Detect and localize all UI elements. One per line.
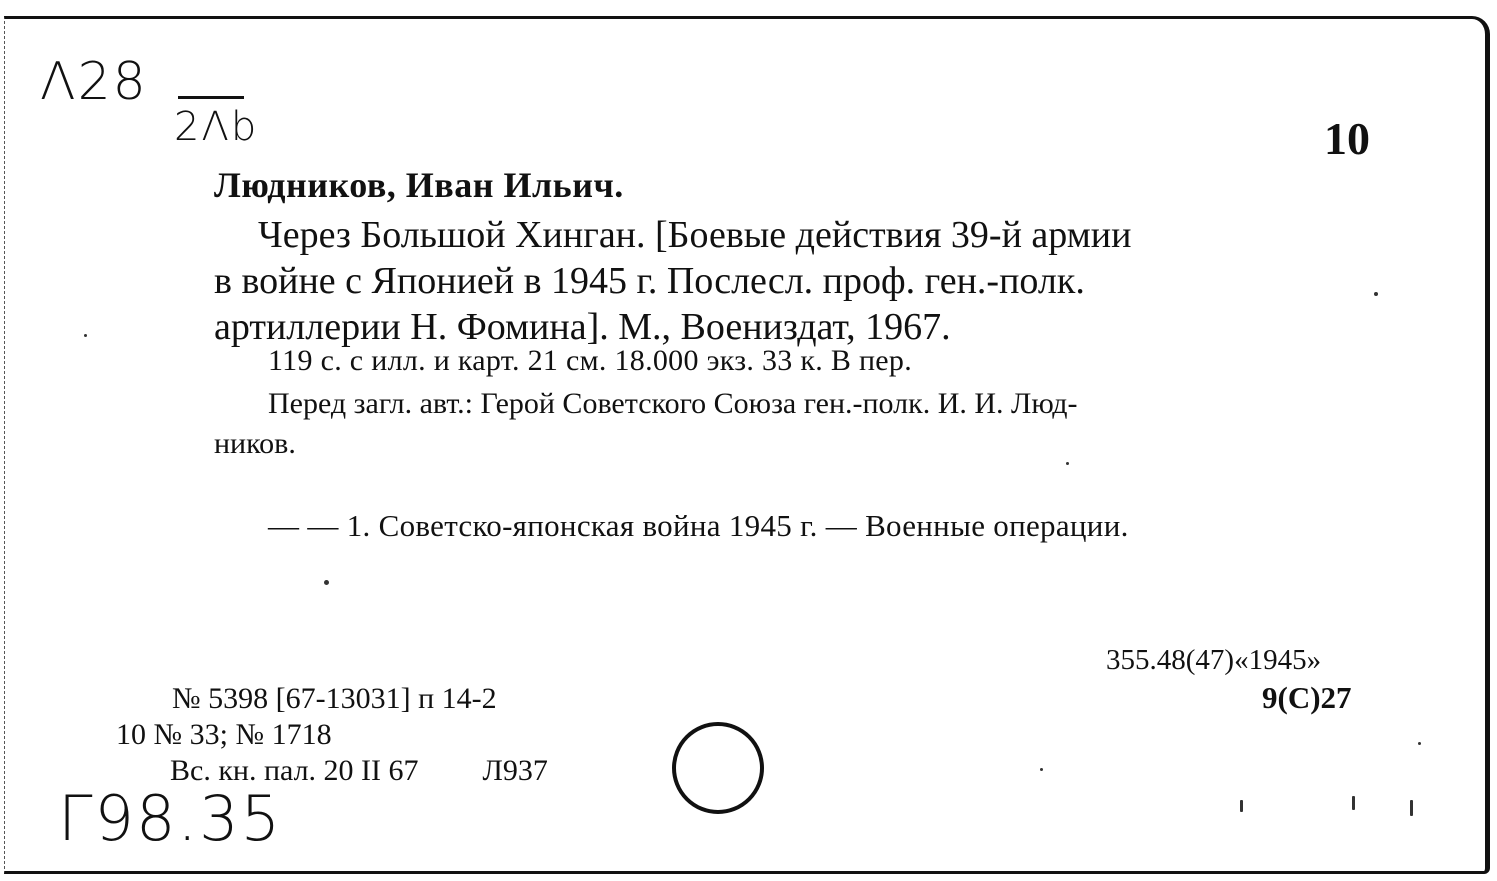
card-number: 10: [1324, 113, 1370, 164]
punch-hole: [672, 722, 764, 814]
title-line: Через Большой Хинган. [Боевые действия 39-й армии: [258, 214, 1132, 256]
speckle: [84, 334, 87, 337]
note-block: [214, 384, 1378, 464]
speckle: [1374, 292, 1378, 296]
bbk-classification: 9(С)27: [1262, 680, 1352, 715]
subject-heading: — — 1. Советско-японская война 1945 г. — Военные операции.: [268, 508, 1129, 543]
title-block: [214, 212, 1374, 350]
speckle: [1410, 800, 1413, 816]
speckle: [1352, 796, 1355, 810]
speckle: [324, 580, 329, 585]
handwritten-shelfmark-fraction: 2Λb: [174, 104, 259, 150]
entry-number: № 5398 [67-13031] п 14-2: [172, 682, 497, 715]
entry-reference: 10 № 33; № 1718: [116, 718, 332, 751]
speckle: [1066, 462, 1069, 465]
title-line: артиллерии Н. Фомина]. М., Воениздат, 1967.: [214, 306, 951, 348]
author-heading: Людников, Иван Ильич.: [214, 165, 624, 205]
title-line: в войне с Японией в 1945 г. Послесл. проф. ген.-полк.: [214, 260, 1085, 302]
registry-date: Вс. кн. пал. 20 II 67: [170, 754, 419, 787]
note-line: Перед загл. авт.: Герой Советского Союза ген.-полк. И. И. Люд-: [268, 387, 1078, 420]
handwritten-bottom: Г98.35: [58, 782, 283, 855]
note-line: ников.: [214, 427, 296, 460]
udc-classification: 355.48(47)«1945»: [1106, 644, 1322, 676]
handwritten-shelfmark-top: Λ28: [40, 52, 148, 112]
speckle: [1418, 742, 1421, 745]
registry-code: Л937: [482, 754, 548, 787]
speckle: [1040, 768, 1043, 771]
speckle: [1240, 800, 1243, 812]
fraction-bar: [178, 96, 244, 99]
physical-description: 119 с. с илл. и карт. 21 см. 18.000 экз. 33 к. В пер.: [268, 344, 913, 377]
